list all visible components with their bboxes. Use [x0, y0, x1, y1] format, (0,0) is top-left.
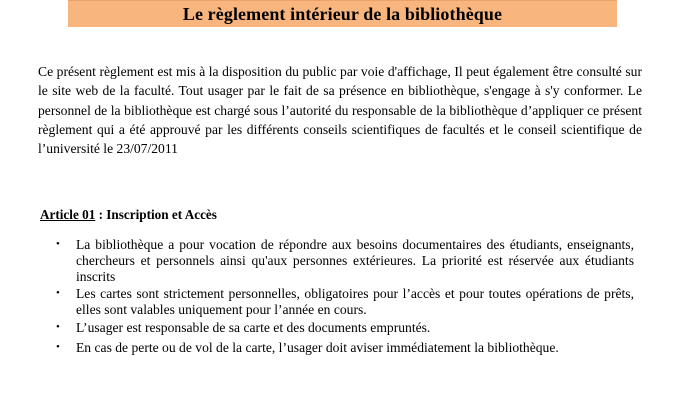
article-separator: :	[95, 207, 107, 222]
bullet-icon: •	[56, 287, 60, 300]
bullet-icon: •	[56, 238, 60, 250]
bullet-icon: •	[56, 320, 60, 333]
article-heading	[40, 207, 217, 223]
intro-paragraph: Ce présent règlement est mis à la disposition du public par voie d'affichage, Il peut également être consulté sur le site web de la faculté. Tout usager par le fait de sa présence en bibliothèque, s'engage à s'y conformer. Le personnel de la bibliothèque est chargé sous l’autorité du responsable de la bibliothèque d’appliquer ce présent règlement qui a été approuvé par les différents conseils scientifiques de facultés et le conseil scientifique de l’université le 23/07/2011	[38, 64, 642, 157]
title-banner	[68, 0, 617, 27]
bullet-icon: •	[56, 340, 60, 353]
list-item-text: En cas de perte ou de vol de la carte, l’usager doit aviser immédiatement la bibliothèque.	[76, 339, 559, 355]
list-item-text: Les cartes sont strictement personnelles, obligatoires pour l’accès et pour toutes opérations de prêts, elles sont valables uniquement pour l’année en cours.	[76, 286, 634, 318]
article-bullet-list	[56, 237, 634, 360]
list-item	[56, 320, 634, 336]
article-number: Article 01	[40, 207, 96, 222]
document-title: Le règlement intérieur de la bibliothèque	[182, 4, 503, 24]
list-item-text: L’usager est responsable de sa carte et des documents empruntés.	[76, 319, 431, 335]
list-item-text: La bibliothèque a pour vocation de répondre aux besoins documentaires des étudiants, enseignants, chercheurs et personnels ainsi qu'aux personnes extérieures. La priorité est réservée aux étudiants inscrits	[76, 237, 634, 284]
article-title: Inscription et Accès	[106, 207, 217, 222]
list-item	[56, 237, 634, 284]
list-item	[56, 337, 634, 358]
list-item	[56, 286, 634, 318]
